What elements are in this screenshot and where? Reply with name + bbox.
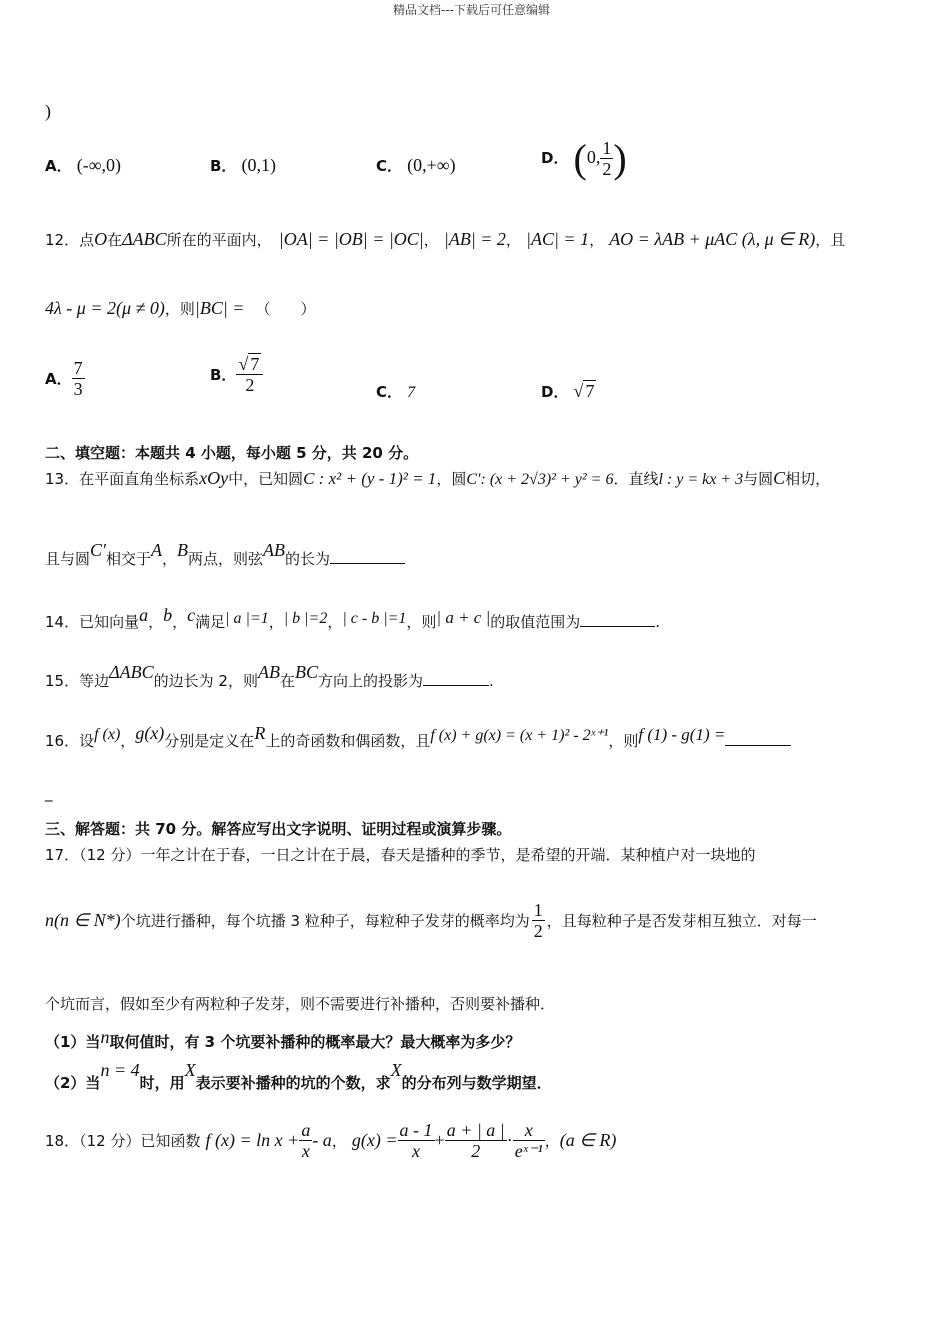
sqrt: √ 7: [238, 354, 260, 374]
fraction: $\frac{a - 1}{x}$: [399, 1120, 433, 1161]
option-label: A．: [45, 157, 72, 175]
text: 相切，: [785, 470, 831, 488]
text: ，则: [406, 613, 437, 631]
option-label: B．: [210, 157, 237, 175]
text: ，: [148, 613, 164, 631]
text: 方向上的投影为: [318, 672, 424, 690]
math-circle-c2: C′: (x + 2√3)² + y² = 6: [466, 471, 614, 488]
option-value: 7: [407, 384, 416, 401]
paren-right: ): [613, 136, 627, 181]
math-bc: BC: [294, 662, 318, 682]
text: 且与圆: [45, 550, 91, 568]
math-n4: n = 4: [100, 1060, 140, 1080]
section-title-3: 三、解答题：共 70 分。解答应写出文字说明、证明过程或演算步骤。: [45, 820, 512, 838]
q11-option-a: [45, 155, 121, 176]
q12-option-b: [210, 354, 263, 395]
q11-option-c: [376, 155, 456, 176]
text: 两点，则弦: [188, 550, 264, 568]
math-cond2: |AB| = 2: [443, 229, 506, 249]
text: 上的奇函数和偶函数，且: [265, 732, 431, 750]
answer-blank[interactable]: [725, 745, 791, 746]
q17-line1: 17．（12 分）一年之计在于春，一日之计在于晨，春天是播种的季节，是希望的开端．某种植户对一块地的: [45, 846, 756, 864]
text: 表示要补播种的坑的个数，求: [195, 1074, 391, 1092]
text: 的边长为 2，则: [153, 672, 258, 690]
text: 所在的平面内，: [166, 231, 272, 249]
math-n: n(n ∈ N*): [45, 910, 121, 930]
text: 满足: [195, 613, 226, 631]
q11-option-b: [210, 155, 276, 176]
option-label: C．: [376, 383, 403, 401]
page-header: 精品文档---下载后可任意编辑: [393, 3, 550, 17]
paren-left: (: [573, 136, 587, 181]
answer-paren: （ ）: [255, 300, 316, 318]
q13-line2: [45, 540, 405, 569]
q11-tail: ): [45, 101, 51, 121]
text: 时，用: [139, 1074, 185, 1092]
text: ，且每粒种子是否发芽相互独立．对每一: [546, 912, 817, 930]
math-ab: AB: [263, 540, 286, 560]
q12-line1: [45, 229, 845, 250]
sqrt: √ 7: [573, 381, 595, 401]
q13-line1: [45, 468, 830, 489]
math-expr: 4λ - μ = 2(μ ≠ 0): [45, 298, 165, 318]
text: （1）当: [45, 1033, 101, 1051]
q12-option-a: [45, 358, 85, 399]
math-e4: | a + c |: [436, 608, 491, 627]
q12-option-c: [376, 381, 415, 402]
math-cond4: AO = λAB + μAC (λ, μ ∈ R): [609, 229, 816, 249]
answer-blank[interactable]: [330, 563, 405, 564]
math-c2: C′: [90, 540, 106, 560]
math-x: X: [390, 1060, 402, 1080]
math-expr2: f (1) - g(1) =: [638, 725, 726, 744]
text: 的分布列与数学期望．: [401, 1074, 552, 1092]
text: .: [655, 613, 661, 631]
math-xoy: xOy: [199, 468, 229, 488]
math-c: c: [187, 605, 196, 625]
math-b: B: [177, 540, 188, 560]
option-label: A．: [45, 370, 72, 388]
math-triangle: ΔABC: [122, 229, 167, 249]
math-a: a: [139, 605, 149, 625]
text: ，: [423, 231, 439, 249]
text: ．直线: [613, 470, 659, 488]
math-f: f (x): [94, 726, 121, 743]
math-x: X: [184, 1060, 196, 1080]
math-expr: f (x) + g(x) = (x + 1)² - 2ˣ⁺¹: [430, 727, 609, 744]
math-circle-c: C : x² + (y - 1)² = 1: [303, 469, 437, 488]
math-bc: |BC| =: [194, 298, 245, 318]
fraction: $\frac{1}{2}$: [602, 138, 612, 179]
math-f-tail: - a: [312, 1130, 332, 1150]
text: ，: [161, 550, 177, 568]
q18-line: [45, 1120, 616, 1161]
answer-blank[interactable]: [580, 626, 655, 627]
math-triangle: ΔABC: [109, 662, 154, 682]
math-g: g(x): [135, 723, 165, 743]
option-value: 0,: [586, 147, 601, 167]
text: ，且: [815, 231, 846, 249]
text: 的长为: [285, 550, 331, 568]
q16-underscore: _: [45, 784, 53, 802]
math-cond: (a ∈ R): [559, 1130, 617, 1150]
section-title-2: 二、填空题：本题共 4 小题，每小题 5 分，共 20 分。: [45, 444, 419, 462]
math-r: R: [254, 723, 266, 743]
math-ab: AB: [257, 662, 280, 682]
q16-line: [45, 723, 791, 751]
math-a: A: [150, 540, 162, 560]
q12-line2: [45, 298, 316, 319]
math-o: O: [94, 229, 108, 249]
q17-line2: [45, 900, 817, 941]
math-e2: | b |=2: [283, 610, 328, 627]
text: ，: [268, 613, 284, 631]
text: 18．（12 分）已知函数: [45, 1132, 201, 1150]
text: ，: [327, 613, 343, 631]
math-b: b: [163, 605, 173, 625]
math-line-l: l : y = kx + 3: [658, 471, 744, 488]
q14-line: [45, 605, 660, 632]
text: 14．已知向量: [45, 613, 140, 631]
text: ，圆: [436, 470, 467, 488]
text: ，则: [608, 732, 639, 750]
fraction: $\frac{1}{2}$: [533, 900, 543, 941]
text: 在: [279, 672, 295, 690]
text: （2）当: [45, 1074, 101, 1092]
option-value: (-∞,0): [76, 155, 122, 175]
math-cond1: |OA| = |OB| = |OC|: [278, 229, 424, 249]
option-label: D．: [541, 383, 569, 401]
text: 13．在平面直角坐标系: [45, 470, 200, 488]
math-c: C: [773, 468, 786, 488]
text: 取何值时，有 3 个坑要补播种的概率最大？最大概率为多少？: [109, 1033, 521, 1051]
option-label: C．: [376, 157, 403, 175]
option-value: (0,+∞): [407, 155, 456, 175]
math-f: f (x) = ln x +: [205, 1130, 300, 1150]
q17-part2: [45, 1060, 552, 1093]
fraction: $\frac{a + | a |}{2}$: [446, 1120, 505, 1161]
text: ，: [589, 231, 605, 249]
text: ，则: [164, 300, 195, 318]
q15-line: [45, 662, 494, 691]
q17-line3: 个坑而言，假如至少有两粒种子发芽，则不需要进行补播种，否则要补播种．: [45, 995, 556, 1013]
text: 相交于: [105, 550, 151, 568]
math-e3: | c - b |=1: [342, 610, 407, 627]
text: 中，已知圆: [228, 470, 304, 488]
answer-blank[interactable]: [423, 685, 489, 686]
fraction: $\frac{7}{3}$: [73, 358, 83, 399]
fraction: $\frac{a}{x}$: [301, 1120, 311, 1161]
math-cond3: |AC| = 1: [526, 229, 590, 249]
text: 分别是定义在: [164, 732, 255, 750]
text: ，: [172, 613, 188, 631]
text: ，: [505, 231, 521, 249]
q12-prefix: 12．点: [45, 231, 95, 249]
q11-option-d: [541, 135, 627, 182]
math-plus: +: [434, 1130, 445, 1150]
text: 与圆: [743, 470, 774, 488]
text: 在: [107, 231, 123, 249]
option-label: B．: [210, 366, 237, 384]
q17-part1: [45, 1027, 520, 1052]
math-e1: | a |=1: [225, 610, 269, 627]
option-value: (0,1): [241, 155, 277, 175]
fraction: $\frac{√ 7}{2}$: [236, 354, 263, 395]
text: 16．设: [45, 732, 95, 750]
option-label: D．: [541, 149, 569, 167]
text: ，: [331, 1132, 347, 1150]
math-n: n: [100, 1027, 110, 1047]
math-g: g(x) =: [351, 1130, 398, 1150]
math-dot: ·: [506, 1130, 513, 1150]
fraction: $\frac{x}{\text{eˣ⁻¹}}$: [514, 1120, 543, 1161]
text: ，: [120, 732, 136, 750]
text: 15．等边: [45, 672, 110, 690]
text: .: [489, 672, 494, 690]
text: 个坑进行播种，每个坑播 3 粒种子，每粒种子发芽的概率均为: [120, 912, 530, 930]
q12-option-d: [541, 381, 596, 402]
text: ，: [544, 1132, 560, 1150]
text: 的取值范围为: [490, 613, 581, 631]
